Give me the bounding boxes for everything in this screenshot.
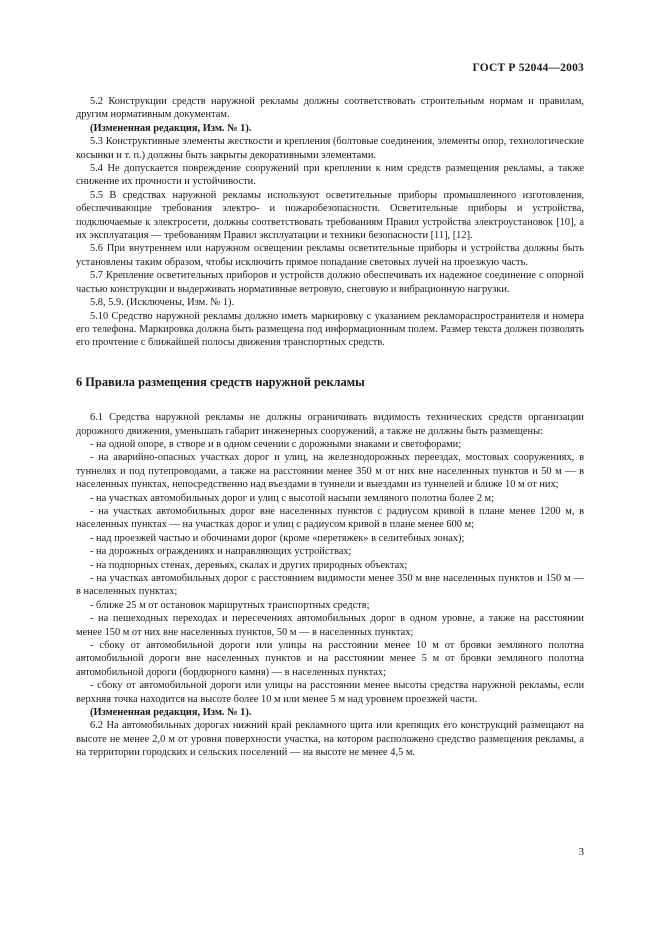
paragraph: - на участках автомобильных дорог и улиц с высотой насыпи земляного полотна более 2 м; bbox=[90, 492, 494, 504]
paragraph: 5.8, 5.9. (Исключены, Изм. № 1). bbox=[90, 297, 235, 309]
paragraph: - на аварийно-опасных участках дорог и улиц, на железнодорожных переездах, мостовых сооружениях, в туннелях и под путепроводами, а также на расстоянии менее 350 м от них вне населенных пунктов и 50 м — в населенных пунктах, непосредственно над въездами в туннели и выездами из туннелей и ближе 10 м от них; bbox=[76, 452, 584, 491]
paragraph: 5.10 Средство наружной рекламы должно иметь маркировку с указанием рекламораспространителя и номера его телефона. Маркировка должна быть размещена под информационным полем. Размер текста должен позволять его прочтение с ближайшей полосы движения транспортных средств. bbox=[76, 310, 584, 349]
clause-6-block bbox=[76, 411, 584, 760]
paragraph: - ближе 25 м от остановок маршрутных транспортных средств; bbox=[90, 599, 370, 611]
document-header: ГОСТ Р 52044—2003 bbox=[472, 62, 584, 74]
amendment-note: (Измененная редакция, Изм. № 1). bbox=[90, 122, 252, 134]
paragraph: 6.1 Средства наружной рекламы не должны ограничивать видимость технических средств организации дорожного движения, уменьшать габарит инженерных сооружений, а также не должны быть размещены: bbox=[76, 412, 584, 437]
paragraph: - на одной опоре, в створе и в одном сечении с дорожными знаками и светофорами; bbox=[90, 438, 462, 450]
clause-5-block bbox=[76, 95, 584, 350]
paragraph: 5.5 В средствах наружной рекламы используют осветительные приборы промышленного изготовления, обеспечивающие требования электро- и пожаробезопасности. Осветительные приборы и устройства, подключаемые к электросети, должны соответствовать требованиям Правил устройства электроустановок [10], а их эксплуатация — требованиям Правил эксплуатации и техники безопасности [11], [12]. bbox=[76, 189, 584, 242]
section-6-title: 6 Правила размещения средств наружной рекламы bbox=[76, 374, 365, 389]
paragraph: - на участках автомобильных дорог с расстоянием видимости менее 350 м вне населенных пунктов и 150 м — в населенных пунктах; bbox=[76, 573, 584, 598]
paragraph: 5.4 Не допускается повреждение сооружений при креплении к ним средств размещения рекламы, а также снижение их прочности и устойчивости. bbox=[76, 163, 584, 188]
paragraph: 5.6 При внутреннем или наружном освещении рекламы осветительные приборы и устройства должны быть установлены таким образом, чтобы исключить прямое попадание световых лучей на проезжую часть. bbox=[76, 243, 584, 268]
paragraph: - на дорожных ограждениях и направляющих устройствах; bbox=[90, 546, 352, 558]
paragraph: - на подпорных стенах, деревьях, скалах и других природных объектах; bbox=[90, 559, 408, 571]
document-body bbox=[76, 95, 584, 760]
paragraph: - сбоку от автомобильной дороги или улицы на расстоянии менее 10 м от бровки земляного полотна автомобильной дороги вне населенных пунктов и на расстоянии менее 5 м от бровки земляного полотна автомобильной дороги (бордюрного камня) — в населенных пунктах; bbox=[76, 640, 584, 678]
paragraph: 5.2 Конструкции средств наружной рекламы должны соответствовать строительным нормам и правилам, другим нормативным документам. bbox=[76, 96, 584, 121]
page-number: 3 bbox=[578, 847, 584, 858]
paragraph: - над проезжей частью и обочинами дорог (кроме «перетяжек» в селитебных зонах); bbox=[90, 532, 465, 544]
paragraph: 5.3 Конструктивные элементы жесткости и крепления (болтовые соединения, элементы опор, технологические косынки и т. п.) должны быть закрыты декоративными элементами. bbox=[76, 136, 584, 161]
amendment-note: (Измененная редакция, Изм. № 1). bbox=[90, 707, 252, 719]
paragraph: 5.7 Крепление осветительных приборов и устройств должно обеспечивать их надежное соединение с опорной частью конструкции и выдерживать нормативные ветровую, снеговую и вибрационную нагрузки. bbox=[76, 270, 584, 295]
paragraph: - на участках автомобильных дорог вне населенных пунктов с радиусом кривой в плане менее 1200 м, в населенных пунктах — на участках дорог и улиц с радиусом кривой в плане менее 600 м; bbox=[76, 505, 584, 531]
paragraph: 6.2 На автомобильных дорогах нижний край рекламного щита или крепящих его конструкций размещают на высоте не менее 2,0 м от уровня поверхности участка, на котором расположено средство размещения рекламы, а на территории городских и сельских поселений — на высоте не менее 4,5 м. bbox=[76, 720, 584, 759]
paragraph: - сбоку от автомобильной дороги или улицы на расстоянии менее высоты средства наружной рекламы, если верхняя точка находится на высоте более 10 м или менее 5 м над уровнем проезжей части. bbox=[76, 680, 584, 705]
paragraph: - на пешеходных переходах и пересечениях автомобильных дорог в одном уровне, а также на расстоянии менее 150 м от них вне населенных пунктов, 50 м — в населенных пунктах; bbox=[76, 613, 584, 638]
